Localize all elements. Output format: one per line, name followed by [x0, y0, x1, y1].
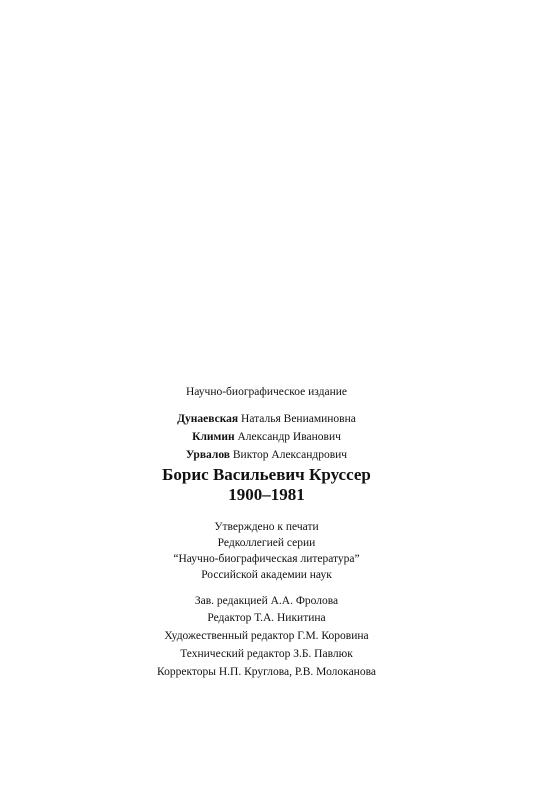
- staff-line: Технический редактор З.Б. Павлюк: [180, 648, 353, 660]
- author-line: [0, 448, 533, 462]
- author-line: [0, 412, 533, 426]
- author-surname: Урвалов: [185, 449, 231, 461]
- author-given-names: Александр Иванович: [237, 431, 341, 443]
- approval-line: Российской академии наук: [201, 569, 332, 581]
- approval-line: Редколлегией серии: [217, 537, 316, 549]
- approval-line: Утверждено к печати: [214, 521, 319, 533]
- book-title: Борис Васильевич Круссер: [162, 465, 371, 484]
- edition-type: Научно-биографическое издание: [185, 386, 348, 398]
- author-given-names: Наталья Вениаминовна: [241, 413, 356, 425]
- approval-line: “Научно-биографическая литература”: [173, 553, 360, 565]
- author-surname: Дунаевская: [177, 413, 239, 425]
- staff-line: Зав. редакцией А.А. Фролова: [194, 595, 339, 607]
- staff-line: Художественный редактор Г.М. Коровина: [164, 630, 369, 642]
- author-surname: Климин: [192, 431, 235, 443]
- book-years: 1900–1981: [228, 485, 305, 504]
- author-line: [0, 430, 533, 444]
- staff-line: Редактор Т.А. Никитина: [207, 612, 326, 624]
- author-given-names: Виктор Александрович: [232, 449, 348, 461]
- staff-line: Корректоры Н.П. Круглова, Р.В. Молоканова: [157, 666, 376, 678]
